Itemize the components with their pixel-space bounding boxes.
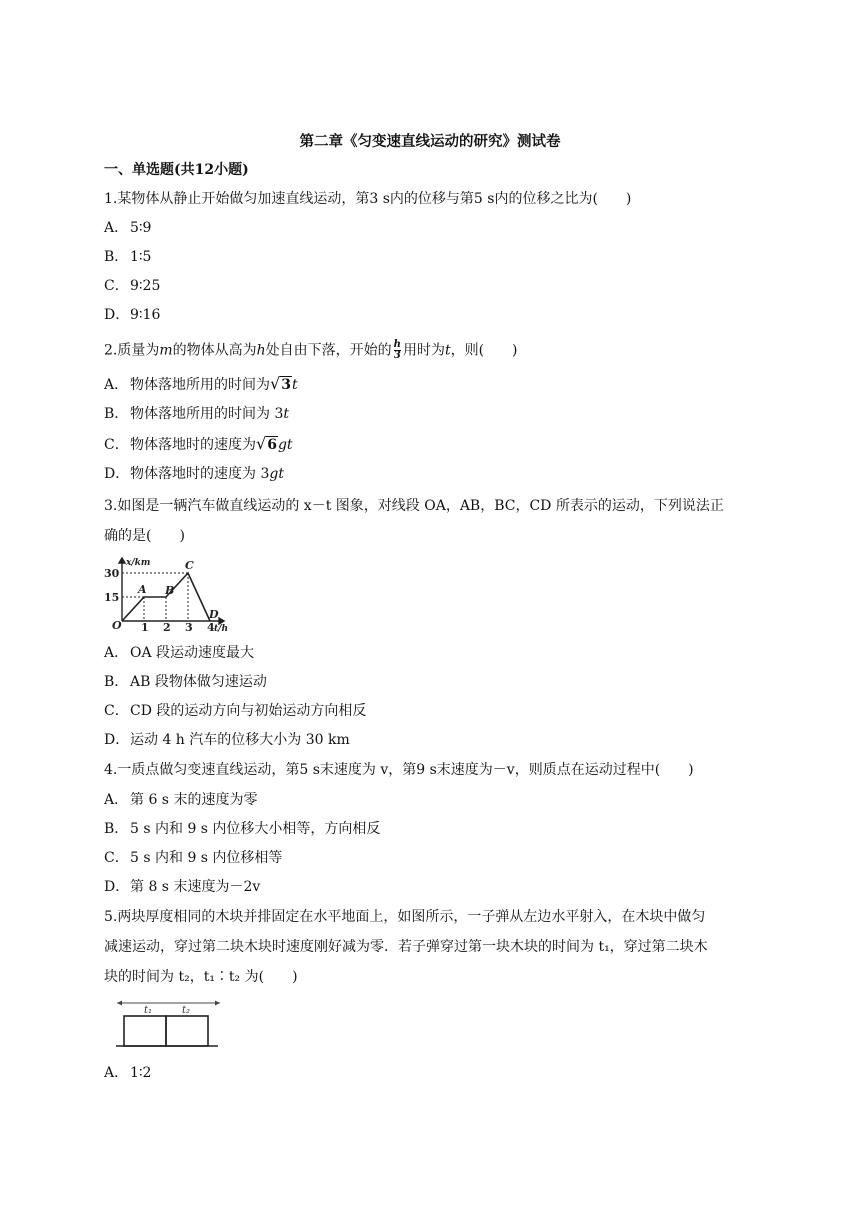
- q4-option-d: D．第 8 s 末速度为－2v: [104, 879, 261, 895]
- q5-option-a: A． 1∶2: [104, 1065, 152, 1081]
- y-axis-arrow-icon: [119, 558, 125, 563]
- point-label-B: B: [165, 584, 175, 597]
- question-5-stem-line-3: 块的时间为 t₂，t₁∶t₂ 为( ): [104, 969, 298, 985]
- wood-block-1: [124, 1016, 166, 1046]
- x-tick-3: 3: [185, 621, 193, 633]
- q1-option-b: B． 1∶5: [104, 249, 152, 265]
- x-tick-2: 2: [163, 621, 171, 633]
- q4-option-c: C．5 s 内和 9 s 内位移相等: [104, 850, 283, 866]
- arrow-left-icon: [117, 1001, 122, 1006]
- page-title: 第二章《匀变速直线运动的研究》测试卷: [299, 133, 561, 150]
- sqrt-3: √3: [270, 374, 291, 393]
- xt-graph-figure: [104, 555, 234, 633]
- origin-label: O: [112, 619, 122, 632]
- q3-option-d: D．运动 4 h 汽车的位移大小为 30 km: [104, 732, 350, 748]
- q4-option-a: A． 第 6 s 末的速度为零: [104, 792, 258, 808]
- point-label-C: C: [185, 559, 194, 572]
- q2-option-a: A． 物体落地所用的时间为√3t: [104, 374, 298, 393]
- t1-label: t₁: [144, 1005, 153, 1016]
- x-tick-4: 4: [207, 621, 215, 633]
- t2-label: t₂: [182, 1005, 191, 1016]
- arrow-right-icon: [215, 1001, 220, 1006]
- question-3-stem-line-1: 3.如图是一辆汽车做直线运动的 x－t 图象，对线段 OA，AB，BC，CD 所表示的运动，下列说法正: [104, 498, 724, 514]
- question-5-stem-line-1: 5.两块厚度相同的木块并排固定在水平地面上，如图所示，一子弹从左边水平射入，在木块中做匀: [104, 909, 706, 925]
- q1-option-c: C．9∶25: [104, 278, 161, 294]
- question-3-stem-line-2: 确的是( ): [104, 528, 185, 544]
- wood-blocks-figure: [114, 995, 224, 1053]
- q2-option-d: D．物体落地时的速度为 3gt: [104, 466, 284, 482]
- q4-option-b: B． 5 s 内和 9 s 内位移大小相等，方向相反: [104, 821, 381, 837]
- sqrt-6: √6: [256, 434, 277, 453]
- question-2-stem: 2.质量为m的物体从高为h处自由下落，开始的 $\frac{h}{3}$ 用时为t，则( ): [104, 339, 518, 361]
- question-5-stem-line-2: 减速运动，穿过第二块木块时速度刚好减为零．若子弹穿过第一块木块的时间为 t₁，穿过第二块木: [104, 939, 708, 955]
- y-axis-label: x/km: [126, 558, 151, 568]
- q1-option-d: D．9∶16: [104, 307, 161, 323]
- fraction-h-over-3: $\frac{h}{3}$: [393, 339, 401, 361]
- question-1-stem: 1.某物体从静止开始做匀加速直线运动，第3 s内的位移与第5 s内的位移之比为( ): [104, 191, 632, 207]
- y-tick-15: 15: [104, 591, 120, 604]
- q2-option-b: B． 物体落地所用的时间为 3t: [104, 406, 289, 422]
- point-label-A: A: [138, 583, 147, 596]
- point-label-D: D: [209, 608, 219, 621]
- x-tick-1: 1: [141, 621, 149, 633]
- q2-option-c: C．物体落地时的速度为√6gt: [104, 434, 293, 453]
- q3-option-a: A． OA 段运动速度最大: [104, 645, 255, 661]
- y-tick-30: 30: [104, 567, 120, 580]
- question-4-stem: 4.一质点做匀变速直线运动，第5 s末速度为 v，第9 s末速度为－v，则质点在运动过程中( ): [104, 762, 694, 778]
- q3-option-b: B． AB 段物体做匀速运动: [104, 674, 267, 690]
- q3-option-c: C．CD 段的运动方向与初始运动方向相反: [104, 703, 367, 719]
- wood-block-2: [166, 1016, 208, 1046]
- q1-option-a: A． 5∶9: [104, 220, 152, 236]
- x-axis-label: t/h: [214, 624, 228, 633]
- section-heading: 一、单选题(共12小题): [104, 162, 249, 178]
